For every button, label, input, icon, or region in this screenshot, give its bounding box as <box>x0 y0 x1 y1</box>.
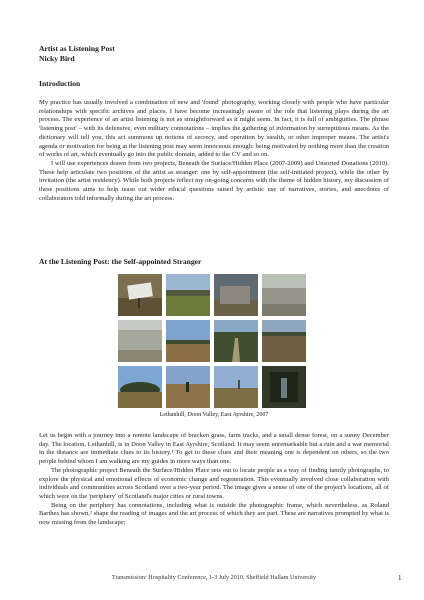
photo-moor-with-sky <box>166 320 210 362</box>
intro-paragraph-2: I will use experiences drawn from two projects, Beneath the Surface/Hidden Place (2007-2009) and Unsorted Donations (2010). These help articulate two positions of the artist as stranger: one by self-appointment (the self-initiated project), while the other by invitation (the artist residency). While both projects reflect my on-going concerns with the theme of hidden history, my discussion of these positions aims to help tease out wider ethical questions raised by artistic use of narratives, stories, and anecdotes of collaborators told informally during the art process. <box>39 160 389 202</box>
introduction-body <box>39 99 389 204</box>
photo-frosted-hillside <box>118 320 162 362</box>
photo-grid <box>118 274 306 410</box>
body-paragraph-2: The photographic project Beneath the Surface/Hidden Place sets out to locate people as a way of finding family photographs, to explore the physical and emotional effects of economic change and regeneration. This eventually involved close collaboration with individuals and communities across Scotland over a two-year period. The image gives a sense of one of the project's locations, all of which were on the 'periphery' of Scotland's major cities or rural towns. <box>39 466 389 501</box>
body-paragraph-1: Let us begin with a journey into a remote landscape of bracken grass, farm tracks, and a small dense forest, on a sunny December day. The location, Lethanhill, is in Doon Valley in East Ayrshire, Scotland. It may seem unremarkable but a ruin and a war memorial in the distance are immediate clues to its history.¹ To get to these clues and their meaning one is dependent on others, so the two people behind whom I am walking are my guides in more ways than one. <box>39 432 389 466</box>
document-author: Nicky Bird <box>39 54 75 63</box>
photo-sign-in-grass <box>118 274 162 316</box>
intro-paragraph-1: My practice has usually involved a combination of new and 'found' photography, working closely with people who have particular relationships with specific archives and places. I have become increasingly aware of the role that listening plays during the art process. The experience of an artist listening is not as straightforward as it might seem. In fact, it is full of ambiguities. The phrase 'listening post' – with its defensive, even military connotations – implies the gathering of information by surreptitious means. As the dictionary will tell you, this act summons up notions of secrecy, and operation by stealth, or other improper means. The artist's agenda or motivation for being at the listening post may seem innocuous enough: being motivated by nothing more than the creation of works of art, which eventually go into the public domain, added to the CV and so on. <box>39 99 389 159</box>
figure-caption: Lethanhill, Doon Valley, East Ayrshire, 2007 <box>159 412 269 418</box>
photo-forest-track <box>214 320 258 362</box>
photo-countryside-field <box>166 274 210 316</box>
page-footer: Transmission: Hospitality Conference, 1-3 July 2010, Sheffield Hallam University <box>111 574 317 581</box>
photo-person-walking <box>166 366 210 408</box>
page-number: 1 <box>398 574 402 582</box>
photo-field-furrows <box>262 320 306 362</box>
photo-hilltop-woods <box>118 366 162 408</box>
introduction-heading: Introduction <box>39 79 81 88</box>
photo-frosted-grass <box>262 274 306 316</box>
photo-ruined-wall <box>214 274 258 316</box>
document-header <box>39 44 389 64</box>
photo-dark-forest <box>262 366 306 408</box>
section-body <box>39 432 389 528</box>
photo-memorial-distant <box>214 366 258 408</box>
body-paragraph-3: Being on the periphery has connotations, including what is outside the photographic frame, which nevertheless, as Roland Barthes has shown,² shape the reading of images and the art process of which they are part. These are narratives prompted by what is now missing from the landscape; <box>39 501 389 527</box>
section-heading: At the Listening Post: the Self-appointed Stranger <box>39 257 202 266</box>
document-title: Artist as Listening Post <box>39 44 115 53</box>
